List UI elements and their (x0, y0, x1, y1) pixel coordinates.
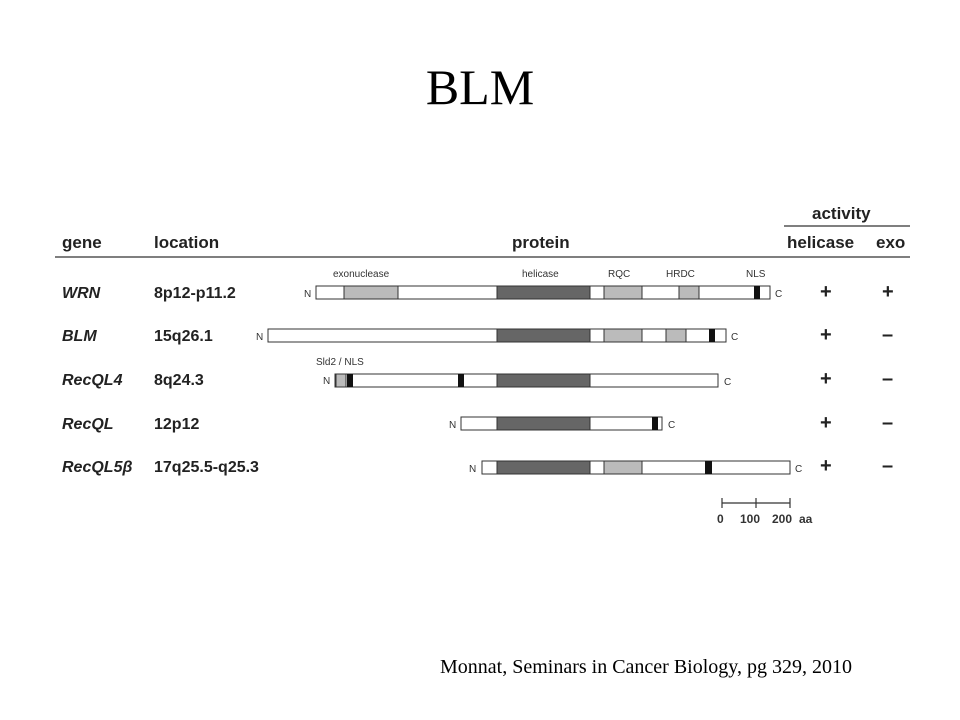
helicase-domain (497, 417, 590, 430)
label-rqc: RQC (608, 269, 631, 280)
c-terminus-label: C (668, 420, 676, 431)
helicase-domain (497, 461, 590, 474)
rqc-domain (604, 329, 642, 342)
exo-activity: – (882, 324, 894, 346)
scale-bar (717, 498, 813, 526)
gene-location: 12p12 (154, 416, 200, 433)
helicase-domain (497, 329, 590, 342)
exo-activity: + (882, 281, 894, 303)
exo-activity: – (882, 455, 894, 477)
header-helicase: helicase (787, 233, 855, 252)
gene-location: 17q25.5-q25.3 (154, 459, 259, 476)
header-exo: exo (876, 233, 906, 252)
rqc-domain (604, 286, 642, 299)
exo-activity: – (882, 412, 894, 434)
gene-location: 15q26.1 (154, 328, 213, 345)
row-recql4 (62, 368, 893, 390)
hrdc-domain (666, 329, 686, 342)
exonuclease-domain (344, 286, 398, 299)
citation: Monnat, Seminars in Cancer Biology, pg 329, 2010 (440, 656, 852, 678)
row-blm (62, 324, 893, 346)
header-location: location (154, 233, 220, 252)
gene-name: RecQL (62, 416, 114, 433)
row-recql5b (62, 455, 893, 477)
slide-title: BLM (425, 59, 535, 115)
helicase-activity: + (820, 281, 832, 303)
helicase-activity: + (820, 324, 832, 346)
n-terminus-label: N (323, 376, 331, 387)
hrdc-domain (679, 286, 699, 299)
exo-activity: – (882, 368, 894, 390)
n-terminus-label: N (256, 332, 264, 343)
gene-name: RecQL4 (62, 372, 123, 389)
nls-mark (709, 329, 715, 342)
helicase-domain (497, 286, 590, 299)
header-protein: protein (512, 233, 570, 252)
c-terminus-label: C (775, 289, 783, 300)
helicase-activity: + (820, 368, 832, 390)
helicase-domain (497, 374, 590, 387)
scale-tick-label: 0 (717, 512, 724, 526)
gene-name: BLM (62, 328, 97, 345)
gene-name: WRN (62, 285, 101, 302)
label-nls: NLS (746, 269, 766, 280)
c-terminus-label: C (795, 464, 803, 475)
row-recql (62, 412, 893, 434)
n-terminus-label: N (449, 420, 457, 431)
label-hrdc: HRDC (666, 269, 695, 280)
gene-location: 8p12-p11.2 (154, 285, 236, 302)
label-helicase: helicase (522, 269, 559, 280)
gene-name: RecQL5β (62, 459, 133, 476)
scale-tick-label: 100 (740, 512, 761, 526)
n-terminus-label: N (469, 464, 477, 475)
scale-unit-label: aa (799, 512, 813, 526)
nls-mark (754, 286, 760, 299)
dark-mark (705, 461, 712, 474)
helicase-activity: + (820, 455, 832, 477)
rqc-domain (604, 461, 642, 474)
label-exonuclease: exonuclease (333, 269, 390, 280)
label-sld2-nls: Sld2 / NLS (316, 357, 364, 368)
c-terminus-label: C (731, 332, 739, 343)
dark-mark (458, 374, 464, 387)
row-wrn (62, 281, 894, 303)
nls-mark (347, 374, 353, 387)
nls-mark (652, 417, 658, 430)
c-terminus-label: C (724, 377, 732, 388)
helicase-activity: + (820, 412, 832, 434)
gene-location: 8q24.3 (154, 372, 204, 389)
header-gene: gene (62, 233, 102, 252)
n-terminus-label: N (304, 289, 312, 300)
scale-tick-label: 200 (772, 512, 793, 526)
header-activity: activity (812, 204, 871, 223)
sld2-domain (336, 374, 346, 387)
